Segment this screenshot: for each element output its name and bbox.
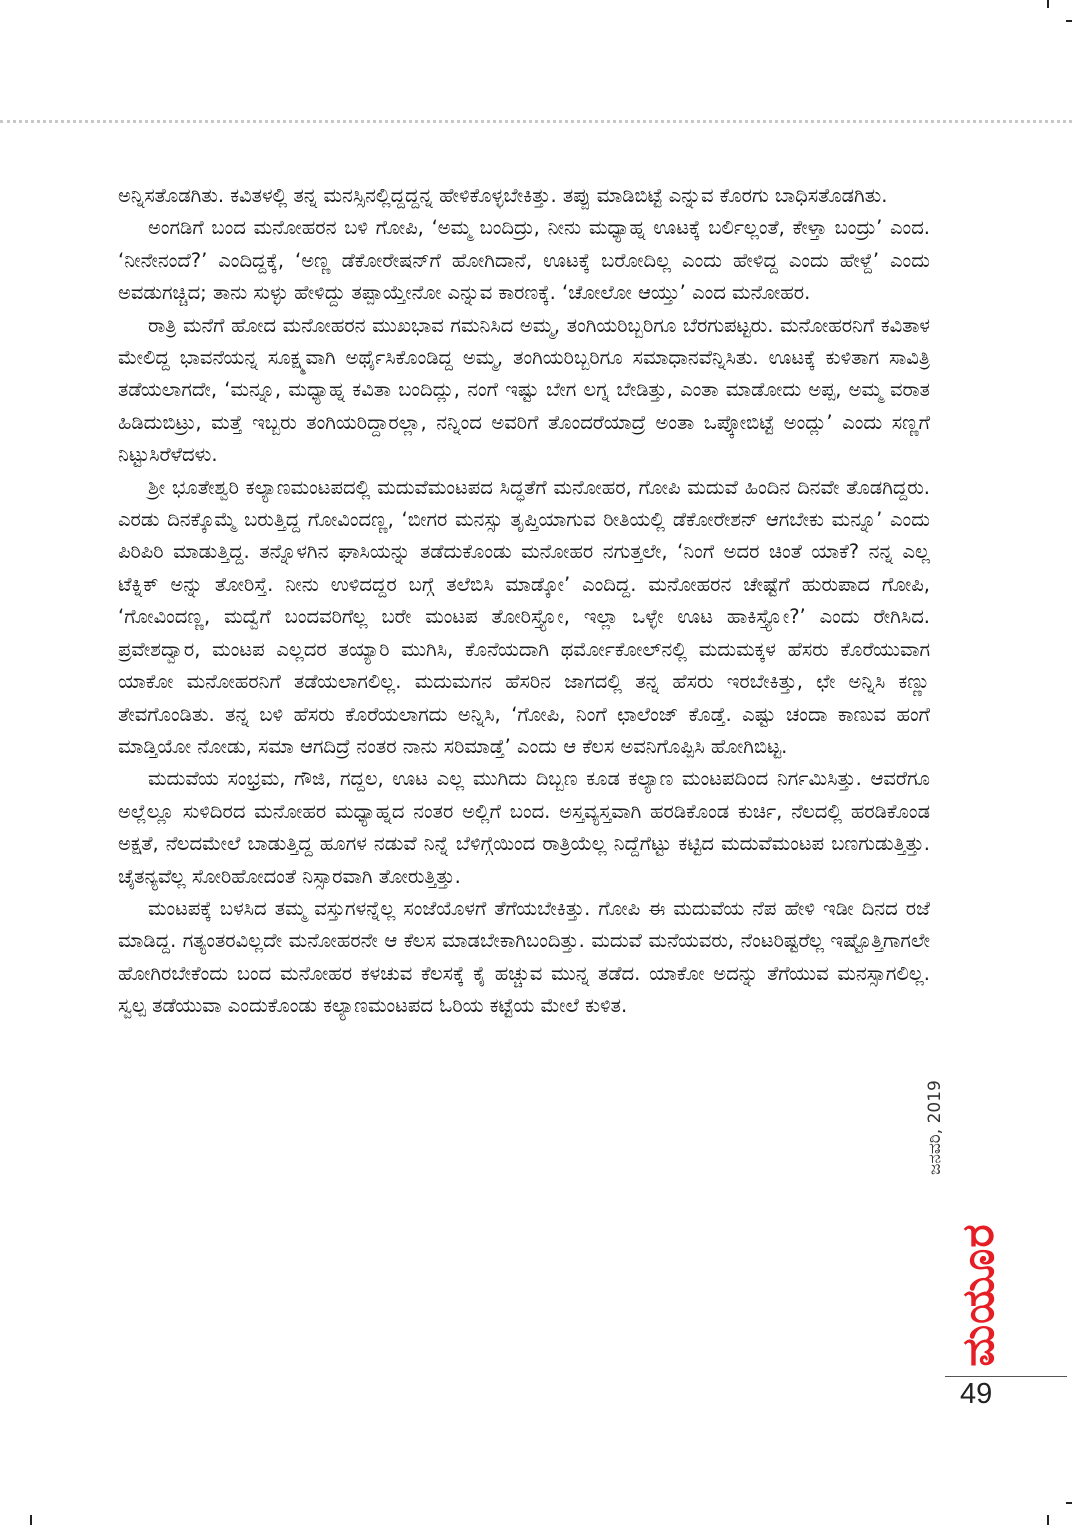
header-dotted-rule (0, 120, 1072, 123)
paragraph: ಮಂಟಪಕ್ಕೆ ಬಳಸಿದ ತಮ್ಮ ವಸ್ತುಗಳನ್ನೆಲ್ಲ ಸಂಜೆಯೊಳಗೆ ತೆಗೆಯಬೇಕಿತ್ತು. ಗೋಪಿ ಈ ಮದುವೆಯ ನೆಪ ಹೇಳಿ ಇಡೀ ದಿನದ ರಜೆ ಮಾಡಿದ್ದ. ಗತ್ಯಂತರವಿಲ್ಲದೇ ಮನೋಹರನೇ ಆ ಕೆಲಸ ಮಾಡಬೇಕಾಗಿಬಂದಿತ್ತು. ಮದುವೆ ಮನೆಯವರು, ನೆಂಟರಿಷ್ಟರೆಲ್ಲ ಇಷ್ಟೊತ್ತಿಗಾಗಲೇ ಹೋಗಿರಬೇಕೆಂದು ಬಂದ ಮನೋಹರ ಕಳಚುವ ಕೆಲಸಕ್ಕೆ ಕೈ ಹಚ್ಚುವ ಮುನ್ನ ತಡೆದ. ಯಾಕೋ ಅದನ್ನು ತೆಗೆಯುವ ಮನಸ್ಸಾಗಲಿಲ್ಲ. ಸ್ವಲ್ಪ ತಡೆಯುವಾ ಎಂದುಕೊಂಡು ಕಲ್ಯಾಣಮಂಟಪದ ಓರಿಯ ಕಟ್ಟೆಯ ಮೇಲೆ ಕುಳಿತ. (118, 896, 930, 1018)
crop-mark-top-right (1066, 20, 1072, 22)
masthead-logo: ಮಯೂರ (953, 1223, 1004, 1367)
crop-mark-bottom-left (30, 1515, 32, 1525)
paragraph: ಅಂಗಡಿಗೆ ಬಂದ ಮನೋಹರನ ಬಳಿ ಗೋಪಿ, ‘ಅಮ್ಮ ಬಂದಿದ್ರು, ನೀನು ಮಧ್ಯಾಹ್ನ ಊಟಕ್ಕೆ ಬರ್ಲಿಲ್ಲಂತೆ, ಕೇಳ್ತಾ ಬಂದ್ರು’ ಎಂದ. ‘ನೀನೇನಂದೆ?’ ಎಂದಿದ್ದಕ್ಕೆ, ‘ಅಣ್ಣ ಡೆಕೋರೇಷನ್‌ಗೆ ಹೋಗಿದಾನೆ, ಊಟಕ್ಕೆ ಬರೋದಿಲ್ಲ ಎಂದು ಹೇಳಿದ್ದ ಎಂದು ಹೇಳ್ದೆ’ ಎಂದು ಅವಡುಗಚ್ಚಿದ; ತಾನು ಸುಳ್ಳು ಹೇಳಿದ್ದು ತಪ್ಪಾಯ್ತೇನೋ ಎನ್ನುವ ಕಾರಣಕ್ಕೆ. ‘ಚೋಲೋ ಆಯ್ತು’ ಎಂದ ಮನೋಹರ. (118, 216, 930, 305)
issue-date: ಜನವರಿ, 2019 (925, 1080, 945, 1175)
paragraph: ಶ್ರೀ ಭೂತೇಶ್ವರಿ ಕಲ್ಯಾಣಮಂಟಪದಲ್ಲಿ ಮದುವೆಮಂಟಪದ ಸಿದ್ಧತೆಗೆ ಮನೋಹರ, ಗೋಪಿ ಮದುವೆ ಹಿಂದಿನ ದಿನವೇ ತೊಡಗಿದ್ದರು. ಎರಡು ದಿನಕ್ಕೊಮ್ಮೆ ಬರುತ್ತಿದ್ದ ಗೋವಿಂದಣ್ಣ, ‘ಬೀಗರ ಮನಸ್ಸು ತೃಪ್ತಿಯಾಗುವ ರೀತಿಯಲ್ಲಿ ಡೆಕೋರೇಶನ್ ಆಗಬೇಕು ಮನ್ನೂ’ ಎಂದು ಪಿರಿಪಿರಿ ಮಾಡುತ್ತಿದ್ದ. ತನ್ನೊಳಗಿನ ಘಾಸಿಯನ್ನು ತಡೆದುಕೊಂಡು ಮನೋಹರ ನಗುತ್ತಲೇ, ‘ನಿಂಗೆ ಅದರ ಚಿಂತೆ ಯಾಕೆ? ನನ್ನ ಎಲ್ಲ ಟೆಕ್ನಿಕ್ ಅನ್ನು ತೋರಿಸ್ತೆ. ನೀನು ಉಳಿದದ್ದರ ಬಗ್ಗೆ ತಲೆಬಿಸಿ ಮಾಡ್ಕೋ’ ಎಂದಿದ್ದ. ಮನೋಹರನ ಚೇಷ್ಟೆಗೆ ಹುರುಪಾದ ಗೋಪಿ, ‘ಗೋವಿಂದಣ್ಣ, ಮದ್ವೆಗೆ ಬಂದವರಿಗೆಲ್ಲ ಬರೇ ಮಂಟಪ ತೋರಿಸ್ತ್ಯೋ, ಇಲ್ಲಾ ಒಳ್ಳೇ ಊಟ ಹಾಕಿಸ್ತ್ಯೋ?’ ಎಂದು ರೇಗಿಸಿದ. ಪ್ರವೇಶದ್ವಾರ, ಮಂಟಪ ಎಲ್ಲದರ ತಯ್ಯಾರಿ ಮುಗಿಸಿ, ಕೊನೆಯದಾಗಿ ಥರ್ಮೋಕೋಲ್‌ನಲ್ಲಿ ಮದುಮಕ್ಕಳ ಹೆಸರು ಕೊರೆಯುವಾಗ ಯಾಕೋ ಮನೋಹರನಿಗೆ ತಡೆಯಲಾಗಲಿಲ್ಲ. ಮದುಮಗನ ಹೆಸರಿನ ಜಾಗದಲ್ಲಿ ತನ್ನ ಹೆಸರು ಇರಬೇಕಿತ್ತು, ಛೇ ಅನ್ನಿಸಿ ಕಣ್ಣು ತೇವಗೊಂಡಿತು. ತನ್ನ ಬಳಿ ಹೆಸರು ಕೊರೆಯಲಾಗದು ಅನ್ನಿಸಿ, ‘ಗೋಪಿ, ನಿಂಗೆ ಛಾಲೆಂಜ್ ಕೊಡ್ತೆ. ಎಷ್ಟು ಚಂದಾ ಕಾಣುವ ಹಂಗೆ ಮಾಡ್ತಿಯೋ ನೋಡು, ಸಮಾ ಆಗದಿದ್ರೆ ನಂತರ ನಾನು ಸರಿಮಾಡ್ತೆ’ ಎಂದು ಆ ಕೆಲಸ ಅವನಿಗೊಪ್ಪಿಸಿ ಹೋಗಿಬಿಟ್ಟ. (118, 475, 930, 758)
paragraph: ರಾತ್ರಿ ಮನೆಗೆ ಹೋದ ಮನೋಹರನ ಮುಖಭಾವ ಗಮನಿಸಿದ ಅಮ್ಮ, ತಂಗಿಯರಿಬ್ಬರಿಗೂ ಬೆರಗುಪಟ್ಟರು. ಮನೋಹರನಿಗೆ ಕವಿತಾಳ ಮೇಲಿದ್ದ ಭಾವನೆಯನ್ನ ಸೂಕ್ಷ್ಮವಾಗಿ ಅರ್ಥೈಸಿಕೊಂಡಿದ್ದ ಅಮ್ಮ, ತಂಗಿಯರಿಬ್ಬರಿಗೂ ಸಮಾಧಾನವೆನ್ನಿಸಿತು. ಊಟಕ್ಕೆ ಕುಳಿತಾಗ ಸಾವಿತ್ರಿ ತಡೆಯಲಾಗದೇ, ‘ಮನ್ನೂ, ಮಧ್ಯಾಹ್ನ ಕವಿತಾ ಬಂದಿದ್ಲು, ನಂಗೆ ಇಷ್ಟು ಬೇಗ ಲಗ್ನ ಬೇಡಿತ್ತು, ಎಂತಾ ಮಾಡೋದು ಅಪ್ಪ, ಅಮ್ಮ ವರಾತ ಹಿಡಿದುಬಿಟ್ರು, ಮತ್ತೆ ಇಬ್ಬರು ತಂಗಿಯರಿದ್ದಾರಲ್ಲಾ, ನನ್ನಿಂದ ಅವರಿಗೆ ತೊಂದರೆಯಾದ್ರೆ ಅಂತಾ ಒಪ್ಕೋಬಿಟ್ಟೆ ಅಂದ್ಲು’ ಎಂದು ಸಣ್ಣಗೆ ನಿಟ್ಟುಸಿರೆಳೆದಳು. (118, 313, 930, 467)
paragraph: ಅನ್ನಿಸತೊಡಗಿತು. ಕವಿತಳಲ್ಲಿ ತನ್ನ ಮನಸ್ಸಿನಲ್ಲಿದ್ದದ್ದನ್ನ ಹೇಳಿಕೊಳ್ಳಬೇಕಿತ್ತು. ತಪ್ಪು ಮಾಡಿಬಿಟ್ಟೆ ಎನ್ನುವ ಕೊರಗು ಬಾಧಿಸತೊಡಗಿತು. (118, 184, 888, 207)
folio-rule (945, 1376, 1067, 1377)
crop-mark-bottom-right (1066, 1502, 1072, 1504)
crop-mark-top (1047, 0, 1049, 8)
page-number: 49 (960, 1378, 993, 1410)
article-body (118, 180, 930, 1023)
paragraph: ಮದುವೆಯ ಸಂಭ್ರಮ, ಗೌಜಿ, ಗದ್ದಲ, ಊಟ ಎಲ್ಲ ಮುಗಿದು ದಿಬ್ಬಣ ಕೂಡ ಕಲ್ಯಾಣ ಮಂಟಪದಿಂದ ನಿರ್ಗಮಿಸಿತ್ತು. ಆವರೆಗೂ ಅಲ್ಲೆಲ್ಲೂ ಸುಳಿದಿರದ ಮನೋಹರ ಮಧ್ಯಾಹ್ನದ ನಂತರ ಅಲ್ಲಿಗೆ ಬಂದ. ಅಸ್ತವ್ಯಸ್ತವಾಗಿ ಹರಡಿಕೊಂಡ ಕುರ್ಚಿ, ನೆಲದಲ್ಲಿ ಹರಡಿಕೊಂಡ ಅಕ್ಷತೆ, ನೆಲದಮೇಲೆ ಬಾಡುತ್ತಿದ್ದ ಹೂಗಳ ನಡುವೆ ನಿನ್ನೆ ಬೆಳಿಗ್ಗೆಯಿಂದ ರಾತ್ರಿಯೆಲ್ಲ ನಿದ್ದೆಗೆಟ್ಟು ಕಟ್ಟಿದ ಮದುವೆಮಂಟಪ ಬಣಗುಡುತ್ತಿತ್ತು. ಚೈತನ್ಯವೆಲ್ಲ ಸೋರಿಹೋದಂತೆ ನಿಸ್ಸಾರವಾಗಿ ತೋರುತ್ತಿತ್ತು. (118, 767, 930, 888)
crop-mark-bottom (1047, 1515, 1049, 1525)
